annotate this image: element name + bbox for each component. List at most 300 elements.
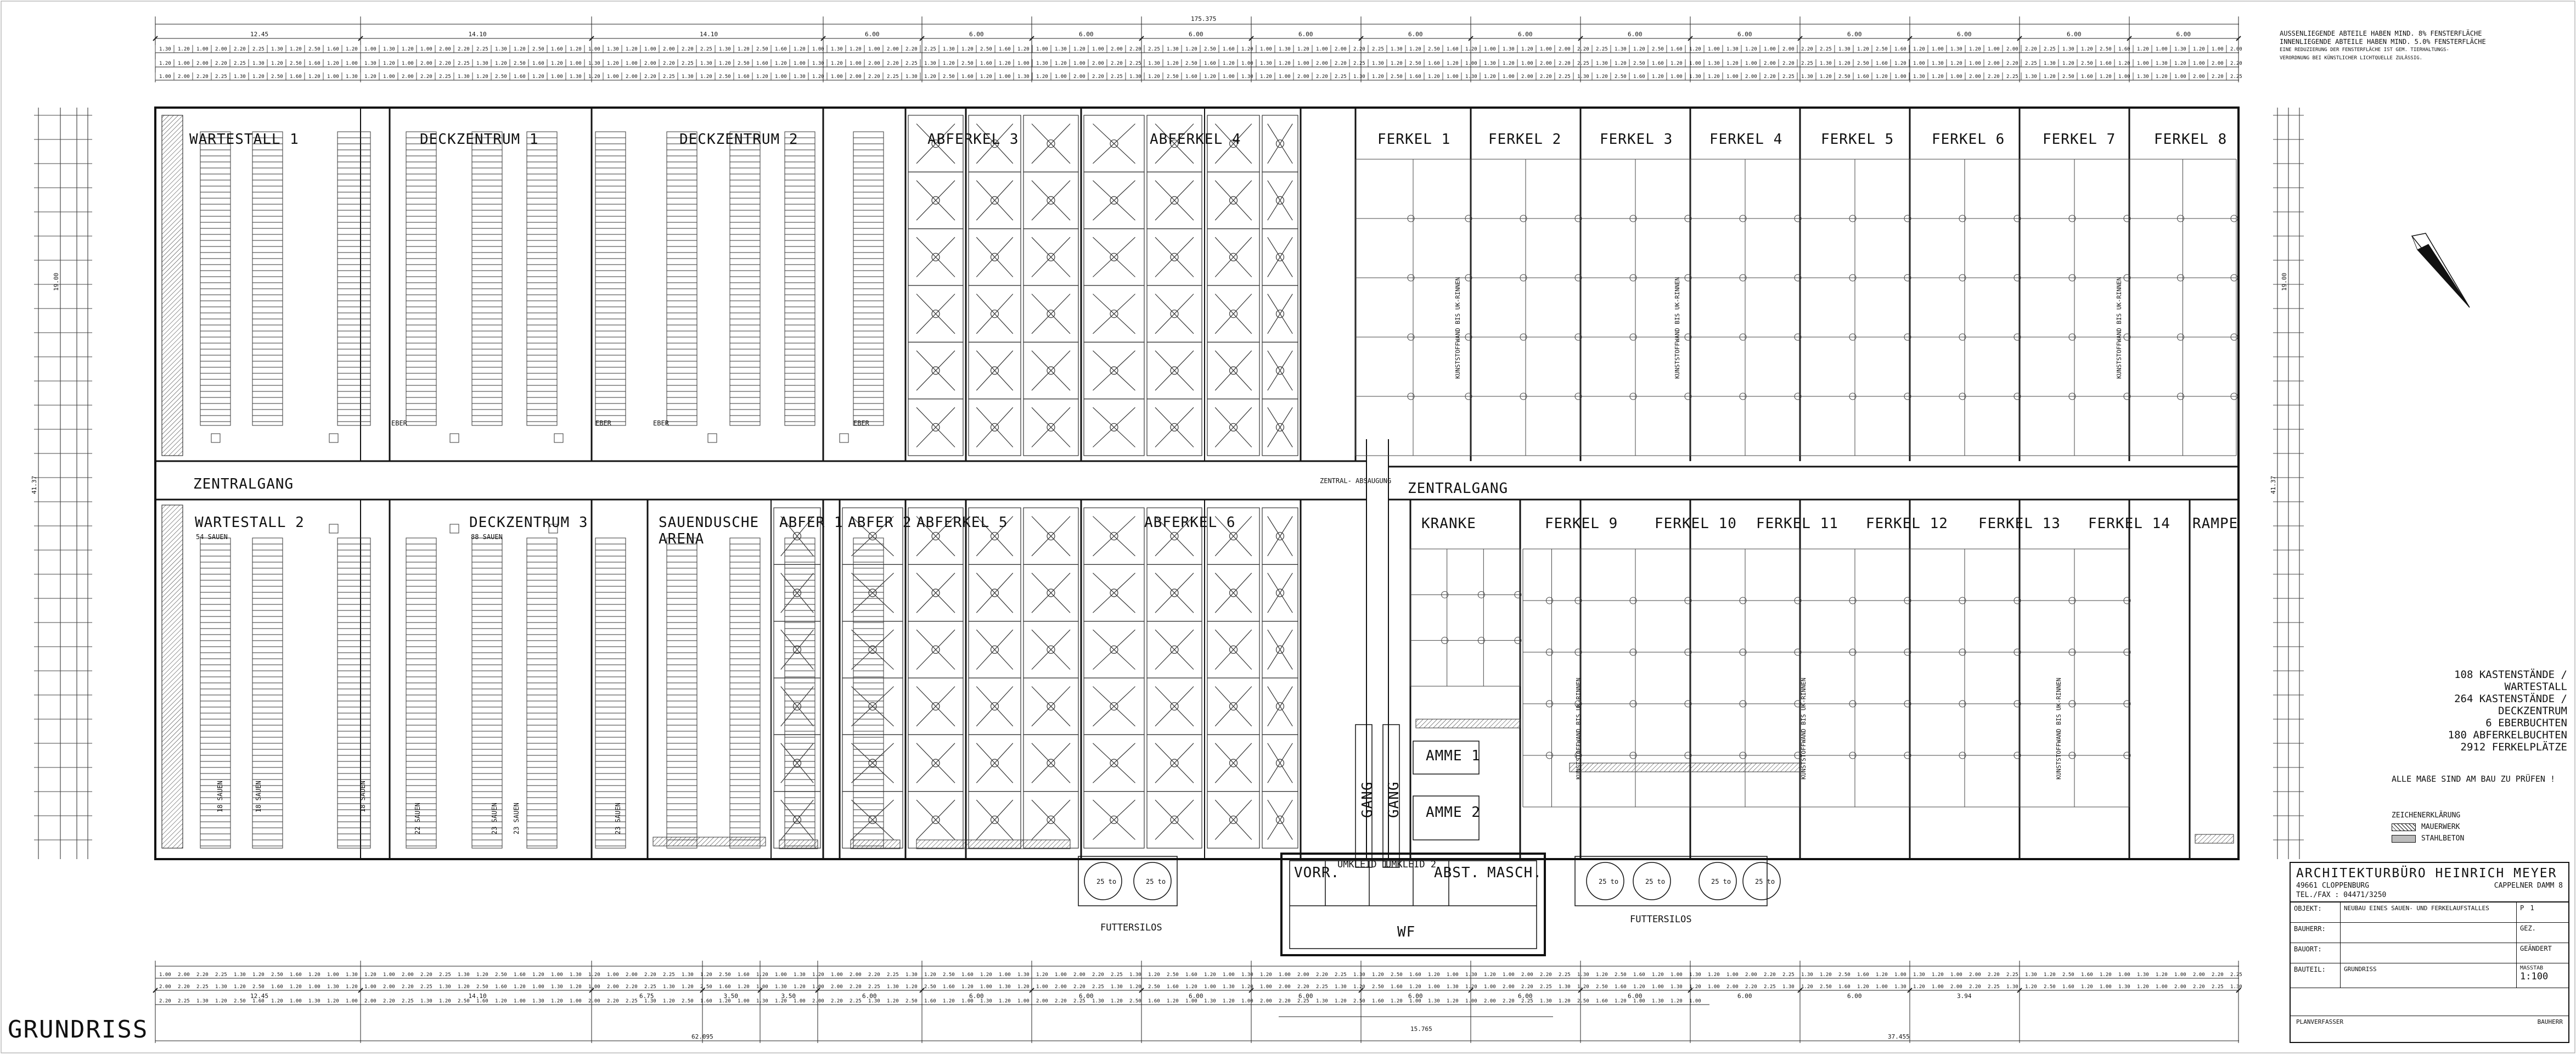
dim-fine: 1.60	[1671, 47, 1683, 52]
dim-fine: 1.20	[252, 74, 265, 80]
feed-marker	[840, 434, 848, 442]
dim-fine: 2.20	[2212, 74, 2224, 80]
dim-fine: 2.20	[2025, 47, 2037, 52]
dim-fine: 1.00	[1708, 47, 1720, 52]
dim-fine: 2.50	[271, 972, 283, 978]
dim-fine: 1.60	[700, 999, 712, 1004]
dim-fine: 1.30	[682, 972, 694, 978]
geandert-label: GEÄNDERT	[2520, 945, 2552, 952]
stall-row-frame	[527, 538, 557, 848]
dim-fine: 1.20	[850, 47, 862, 52]
dim-fine: 1.30	[1017, 972, 1030, 978]
dim-fine: 2.25	[1540, 984, 1552, 990]
dim-fine: 1.00	[346, 61, 358, 66]
dim-fine: 1.00	[159, 74, 171, 80]
dim-fine: 1.20	[383, 61, 395, 66]
dim-fine: 1.60	[495, 984, 507, 990]
dimension-lines	[38, 24, 2299, 1041]
dim-fine: 1.30	[1913, 74, 1925, 80]
dim-fine: 2.50	[2062, 972, 2074, 978]
dim-fine: 2.25	[1353, 61, 1365, 66]
dim-right-total: 41.37	[2270, 475, 2277, 494]
dim-fine: 2.50	[2081, 61, 2093, 66]
dim-fine: 1.00	[999, 74, 1011, 80]
dim-fine: 1.00	[327, 972, 339, 978]
dim-fine: 1.30	[1577, 972, 1589, 978]
dim-fine: 1.20	[1055, 61, 1067, 66]
dim-fine: 1.30	[159, 47, 171, 52]
dim-seg-bottom: 14.10	[468, 993, 487, 1000]
dim-fine: 1.30	[868, 999, 880, 1004]
dim-fine: 1.20	[999, 999, 1011, 1004]
dim-fine: 2.50	[1838, 74, 1851, 80]
dim-fine: 1.20	[1671, 61, 1683, 66]
label-18-sauen-2: 18 SAUEN	[255, 781, 262, 812]
dim-fine: 2.50	[290, 61, 302, 66]
silo-cap-6: 25 to	[1755, 878, 1775, 885]
dim-fine: 2.00	[383, 984, 395, 990]
bauherr-value	[2341, 923, 2517, 943]
dim-fine: 1.00	[1279, 972, 1291, 978]
dim-fine: 1.20	[719, 999, 731, 1004]
dim-fine: 2.25	[1111, 972, 1123, 978]
room-deckzentrum-2: DECKZENTRUM 2	[679, 131, 798, 148]
dim-fine: 1.60	[924, 999, 936, 1004]
room-umkleid-2: UMKLEID 2	[1386, 859, 1437, 870]
dim-fine: 1.30	[1671, 984, 1683, 990]
dim-fine: 2.00	[178, 74, 190, 80]
dim-fine: 1.00	[2174, 74, 2186, 80]
dim-seg-top: 6.00	[1298, 31, 1313, 38]
silo-label-right: FUTTERSILOS	[1630, 914, 1692, 925]
dim-fine: 1.20	[2118, 61, 2130, 66]
room-labels-north	[189, 131, 2227, 148]
dim-fine: 2.00	[1503, 984, 1515, 990]
dim-fine: 2.00	[626, 74, 638, 80]
label-22-sauen: 22 SAUEN	[414, 803, 421, 834]
dim-fine: 1.30	[383, 47, 395, 52]
dim-fine: 1.20	[570, 47, 582, 52]
floor-strip	[779, 840, 818, 849]
dim-fine: 1.60	[252, 999, 265, 1004]
dim-fine: 1.30	[2118, 984, 2130, 990]
dim-fine: 2.25	[1521, 999, 1533, 1004]
dim-fine: 2.00	[1092, 61, 1104, 66]
dim-fine: 1.30	[346, 972, 358, 978]
dim-fine: 1.30	[532, 999, 544, 1004]
dim-fine: 2.50	[1185, 61, 1197, 66]
dim-fine: 2.20	[1316, 74, 1328, 80]
dim-fine: 2.00	[626, 972, 638, 978]
dim-fine: 1.00	[196, 47, 209, 52]
dim-fine: 2.50	[924, 984, 936, 990]
dim-fine: 1.20	[290, 984, 302, 990]
dim-fine: 1.00	[1764, 47, 1776, 52]
dim-fine: 1.00	[402, 61, 414, 66]
dim-fine: 1.30	[1708, 61, 1720, 66]
summary-line-1: 108 KASTENSTÄNDE / WARTESTALL	[2454, 669, 2567, 693]
dim-fine: 1.20	[2156, 74, 2168, 80]
dim-fine: 1.20	[812, 74, 824, 80]
dim-fine: 1.20	[1671, 999, 1683, 1004]
dim-fine: 2.50	[458, 999, 470, 1004]
dim-fine: 2.20	[1577, 47, 1589, 52]
dim-fine: 2.00	[364, 999, 376, 1004]
dim-seg-top: 6.00	[969, 31, 984, 38]
dim-fine: 2.00	[1073, 972, 1085, 978]
dim-fine: 1.20	[1036, 74, 1048, 80]
dim-fine: 2.25	[439, 972, 451, 978]
dim-fine: 1.00	[383, 74, 395, 80]
dim-right-half: 19.00	[2281, 272, 2288, 291]
dim-fine: 2.25	[1820, 47, 1832, 52]
dim-fine: 1.30	[1484, 61, 1496, 66]
dim-fine: 2.25	[1111, 74, 1123, 80]
dim-fine: 1.00	[1932, 47, 1944, 52]
dim-fine: 1.60	[1633, 74, 1645, 80]
dim-fine: 1.20	[682, 984, 694, 990]
stall-row-frame	[730, 538, 760, 848]
dim-fine: 1.60	[2062, 984, 2074, 990]
dim-fine: 1.20	[1577, 984, 1589, 990]
dim-fine: 1.60	[738, 972, 750, 978]
scale-cell	[2517, 963, 2568, 988]
dim-fine: 2.00	[402, 972, 414, 978]
view-title: GRUNDRISS	[8, 1016, 149, 1044]
dim-fine: 2.20	[1969, 984, 1981, 990]
note-3: EINE REDUZIERUNG DER FENSTERFLÄCHE IST GEM. TIERHALTUNGS-	[2280, 47, 2449, 53]
dim-fine: 1.20	[1204, 74, 1216, 80]
dim-fine: 2.25	[458, 61, 470, 66]
row-bauort	[2291, 943, 2568, 963]
dim-fine: 1.30	[1223, 984, 1235, 990]
dim-fine: 1.60	[1652, 61, 1664, 66]
dim-fine: 1.00	[364, 47, 376, 52]
dim-fine: 2.25	[700, 47, 712, 52]
summary-line-3: 6 EBERBUCHTEN	[2485, 717, 2567, 729]
dim-fine: 2.50	[961, 61, 974, 66]
dim-fine: 1.20	[1260, 972, 1272, 978]
dim-fine: 2.00	[1540, 61, 1552, 66]
dim-fine: 1.30	[1316, 999, 1328, 1004]
dim-fine: 1.20	[308, 74, 320, 80]
dim-fine: 1.00	[1671, 972, 1683, 978]
dim-fine: 1.60	[1409, 74, 1421, 80]
dim-fine: 2.50	[738, 61, 750, 66]
dim-fine: 1.20	[346, 984, 358, 990]
dim-fine: 2.50	[719, 74, 731, 80]
stall-row-frame	[406, 132, 436, 425]
row-bauteil	[2291, 963, 2568, 988]
dim-fine: 2.20	[644, 74, 656, 80]
dim-fine: 1.30	[1615, 47, 1627, 52]
dim-fine: 1.20	[794, 984, 806, 990]
dim-fine: 1.00	[1447, 74, 1459, 80]
dim-fine: 2.20	[178, 984, 190, 990]
dim-fine: 1.30	[1129, 74, 1141, 80]
dim-fine: 1.30	[1148, 61, 1160, 66]
dim-fine: 1.30	[2156, 61, 2168, 66]
dim-fine: 2.20	[868, 74, 880, 80]
dim-fine: 1.00	[1950, 972, 1962, 978]
dim-fine: 2.00	[1950, 984, 1962, 990]
dim-fine: 2.00	[2193, 972, 2205, 978]
dim-fine: 1.30	[1279, 47, 1291, 52]
dim-fine: 2.25	[1577, 61, 1589, 66]
summary-line-5: 2912 FERKELPLÄTZE	[2460, 741, 2567, 753]
dim-fine: 1.60	[1185, 972, 1197, 978]
wall-note-1: KUNSTSTOFFWAND BIS UK-RINNEN	[1454, 277, 1461, 379]
dim-fine: 1.00	[1260, 47, 1272, 52]
corridor-label-left: ZENTRALGANG	[193, 476, 294, 492]
stall-row-frame	[527, 132, 557, 425]
room-abferkel-6: ABFERKEL 6	[1144, 514, 1236, 531]
room-deckzentrum-3: DECKZENTRUM 3	[469, 514, 588, 531]
dim-fine: 1.20	[1223, 61, 1235, 66]
dim-fine: 1.30	[1820, 61, 1832, 66]
dim-fine: 2.25	[1092, 984, 1104, 990]
room-abferkel-3: ABFERKEL 3	[927, 131, 1019, 148]
dim-fine: 1.20	[1185, 47, 1197, 52]
dim-fine: 2.50	[495, 972, 507, 978]
dim-fine: 1.00	[327, 74, 339, 80]
dim-fine: 1.30	[1932, 61, 1944, 66]
dim-fine: 1.00	[831, 74, 843, 80]
dim-fine: 2.50	[1820, 984, 1832, 990]
dim-fine: 2.20	[402, 984, 414, 990]
dim-fine: 1.30	[1801, 74, 1813, 80]
dim-fine: 2.25	[439, 74, 451, 80]
dim-fine: 1.20	[439, 999, 451, 1004]
legend	[2392, 811, 2567, 843]
dim-fine: 2.20	[1316, 972, 1328, 978]
dim-fine: 1.20	[215, 999, 227, 1004]
dim-fine: 2.50	[1633, 61, 1645, 66]
dim-fine: 2.00	[887, 47, 899, 52]
dim-fine: 2.00	[159, 984, 171, 990]
dim-fine: 2.00	[402, 74, 414, 80]
dim-fine: 1.60	[290, 972, 302, 978]
room-ferkel-12: FERKEL 12	[1866, 515, 1948, 532]
dim-fine: 1.20	[1353, 984, 1365, 990]
dim-fine: 1.20	[1391, 61, 1403, 66]
dim-seg-bottom: 6.00	[1847, 993, 1862, 1000]
feed-marker	[329, 434, 338, 442]
label-eber-3: EBER	[653, 419, 669, 427]
dim-fine: 1.00	[850, 61, 862, 66]
dim-seg-bottom: 6.00	[1189, 993, 1203, 1000]
dim-fine: 1.20	[1876, 74, 1888, 80]
dim-fine: 2.00	[2006, 47, 2018, 52]
dim-fine: 2.50	[1391, 972, 1403, 978]
dim-fine: 1.00	[551, 972, 563, 978]
dim-fine: 1.20	[1428, 972, 1440, 978]
dim-fine: 2.00	[868, 61, 880, 66]
dim-total-bottom-mid: 15.765	[1410, 1025, 1432, 1033]
dim-fine: 1.30	[943, 47, 955, 52]
dim-fine: 1.30	[999, 984, 1011, 990]
dim-fine: 1.20	[364, 972, 376, 978]
dim-fine: 2.20	[905, 47, 918, 52]
dim-fine: 1.30	[1689, 972, 1701, 978]
dim-fine: 2.20	[1335, 61, 1347, 66]
dim-seg-bottom: 6.00	[1298, 993, 1313, 1000]
dim-fine: 2.25	[682, 61, 694, 66]
dim-fine: 1.60	[514, 74, 526, 80]
legend-item-masonry	[2392, 823, 2567, 831]
dim-fine: 2.25	[196, 984, 209, 990]
signature-space	[2291, 988, 2568, 1016]
stall-row-frame	[406, 538, 436, 848]
dim-fine: 2.20	[607, 999, 619, 1004]
dim-fine: 2.20	[1092, 972, 1104, 978]
dim-fine: 1.00	[588, 47, 600, 52]
room-wartestall-1: WARTESTALL 1	[189, 131, 299, 148]
dim-fine: 1.60	[1185, 74, 1197, 80]
silo-cap-5: 25 to	[1711, 878, 1731, 885]
dim-fine: 1.20	[1335, 999, 1347, 1004]
label-23-sauen-1: 23 SAUEN	[491, 803, 498, 834]
dim-fine: 1.00	[2118, 972, 2130, 978]
dim-fine: 1.60	[2100, 61, 2112, 66]
dim-fine: 1.00	[1409, 999, 1421, 1004]
stall-row-frame	[472, 132, 502, 425]
dim-fine: 2.25	[2006, 74, 2018, 80]
objekt-value: NEUBAU EINES SAUEN- UND FERKELAUFSTALLES	[2341, 902, 2517, 922]
bauteil-label: BAUTEIL:	[2291, 963, 2341, 988]
dim-fine: 1.20	[1484, 972, 1496, 978]
dim-fine: 2.00	[2212, 61, 2224, 66]
dim-fine: 1.20	[1596, 74, 1608, 80]
dim-fine: 1.00	[1503, 972, 1515, 978]
dim-seg-bottom: 6.00	[969, 993, 984, 1000]
dim-fine: 1.30	[2174, 47, 2186, 52]
dim-fine: 1.20	[476, 74, 488, 80]
dim-fine: 2.20	[234, 47, 246, 52]
dim-fine: 1.00	[1017, 999, 1030, 1004]
dim-fine: 2.20	[196, 74, 209, 80]
dim-fine: 1.30	[1577, 74, 1589, 80]
dim-fine: 1.00	[812, 47, 824, 52]
dim-fine: 2.20	[1988, 972, 2000, 978]
dim-seg-top: 14.10	[700, 31, 718, 38]
dim-fine: 1.30	[1391, 47, 1403, 52]
dim-fine: 2.20	[644, 972, 656, 978]
dim-fine: 1.00	[2156, 984, 2168, 990]
dim-seg-bottom: 6.75	[639, 993, 654, 1000]
dim-fine: 2.25	[1073, 999, 1085, 1004]
dim-fine: 2.20	[1782, 61, 1795, 66]
dim-fine: 1.30	[1260, 61, 1272, 66]
dim-fine: 2.20	[868, 972, 880, 978]
dim-fine: 2.20	[420, 972, 432, 978]
dim-fine: 1.20	[532, 74, 544, 80]
room-arena: ARENA	[659, 531, 705, 547]
dim-fine: 1.00	[644, 47, 656, 52]
office-name: ARCHITEKTURBÜRO HEINRICH MEYER	[2296, 866, 2557, 881]
dim-fine: 1.20	[2137, 47, 2149, 52]
dim-fine: 1.30	[570, 74, 582, 80]
dim-fine: 1.00	[551, 74, 563, 80]
dim-fine: 1.30	[1335, 984, 1347, 990]
north-arrow-icon	[2412, 233, 2470, 307]
dim-fine: 1.20	[1913, 984, 1925, 990]
dim-fine: 1.00	[794, 999, 806, 1004]
feed-marker	[211, 434, 220, 442]
dim-fine: 2.50	[1391, 74, 1403, 80]
note-1: AUSSENLIEGENDE ABTEILE HABEN MIND. 8% FENSTERFLÄCHE	[2280, 30, 2482, 37]
dim-fine: 2.00	[1073, 74, 1085, 80]
room-abst: ABST.	[1434, 865, 1480, 881]
dim-fine: 1.00	[364, 984, 376, 990]
dim-fine: 1.30	[644, 999, 656, 1004]
dim-seg-top: 12.45	[250, 31, 269, 38]
dim-fine: 2.50	[2100, 47, 2112, 52]
label-23-sauen-2: 23 SAUEN	[513, 803, 520, 834]
dim-fine: 1.20	[1633, 47, 1645, 52]
dim-fine: 2.50	[1204, 47, 1216, 52]
dim-fine: 1.60	[1633, 972, 1645, 978]
room-wartestall-2: WARTESTALL 2	[195, 514, 305, 531]
dim-fine: 2.20	[1353, 47, 1365, 52]
dim-fine: 1.00	[1521, 61, 1533, 66]
dim-fine: 1.00	[1633, 999, 1645, 1004]
dim-fine: 1.00	[1241, 999, 1253, 1004]
dim-fine: 2.50	[2044, 984, 2056, 990]
dim-seg-top: 6.00	[1737, 31, 1752, 38]
dim-fine: 1.60	[1596, 999, 1608, 1004]
dim-fine: 1.60	[327, 47, 339, 52]
dim-fine: 1.20	[831, 61, 843, 66]
dim-fine: 1.30	[1241, 972, 1253, 978]
room-ferkel-13: FERKEL 13	[1978, 515, 2061, 532]
dim-fine: 2.25	[252, 47, 265, 52]
dim-fine: 1.20	[346, 47, 358, 52]
dim-fine: 1.60	[999, 47, 1011, 52]
floor-strip	[2195, 834, 2234, 843]
dim-fine: 1.00	[290, 999, 302, 1004]
dim-fine: 1.30	[1782, 984, 1795, 990]
dim-fine: 1.00	[1876, 984, 1888, 990]
dim-fine: 2.00	[1726, 984, 1739, 990]
dim-fine: 1.20	[1820, 972, 1832, 978]
dim-fine: 1.00	[1726, 74, 1739, 80]
room-ferkel-1: FERKEL 1	[1377, 131, 1451, 148]
dim-fine: 1.20	[1876, 972, 1888, 978]
dim-fine: 1.20	[1521, 47, 1533, 52]
dim-fine: 1.00	[570, 61, 582, 66]
dim-fine: 2.00	[1988, 61, 2000, 66]
dim-fine: 1.20	[551, 999, 563, 1004]
room-ferkel-5: FERKEL 5	[1821, 131, 1894, 148]
scale-value: 1:100	[2520, 971, 2549, 982]
dim-fine: 2.00	[1969, 74, 1981, 80]
dim-fine: 2.20	[1055, 999, 1067, 1004]
dim-fine: 1.20	[1447, 61, 1459, 66]
wall-note-6: KUNSTSTOFFWAND BIS UK-RINNEN	[2055, 677, 2062, 780]
dim-fine: 1.60	[1857, 74, 1869, 80]
dim-fine: 1.60	[961, 74, 974, 80]
silo-cap-3: 25 to	[1599, 878, 1619, 885]
dim-fine: 1.00	[1204, 984, 1216, 990]
dim-fine: 2.50	[308, 47, 320, 52]
dim-fine: 1.20	[476, 972, 488, 978]
dim-fine: 1.60	[532, 61, 544, 66]
dim-fine: 1.30	[1503, 47, 1515, 52]
dim-fine: 2.25	[1148, 47, 1160, 52]
dim-fine: 1.20	[1708, 972, 1720, 978]
dim-fine: 2.00	[607, 984, 619, 990]
